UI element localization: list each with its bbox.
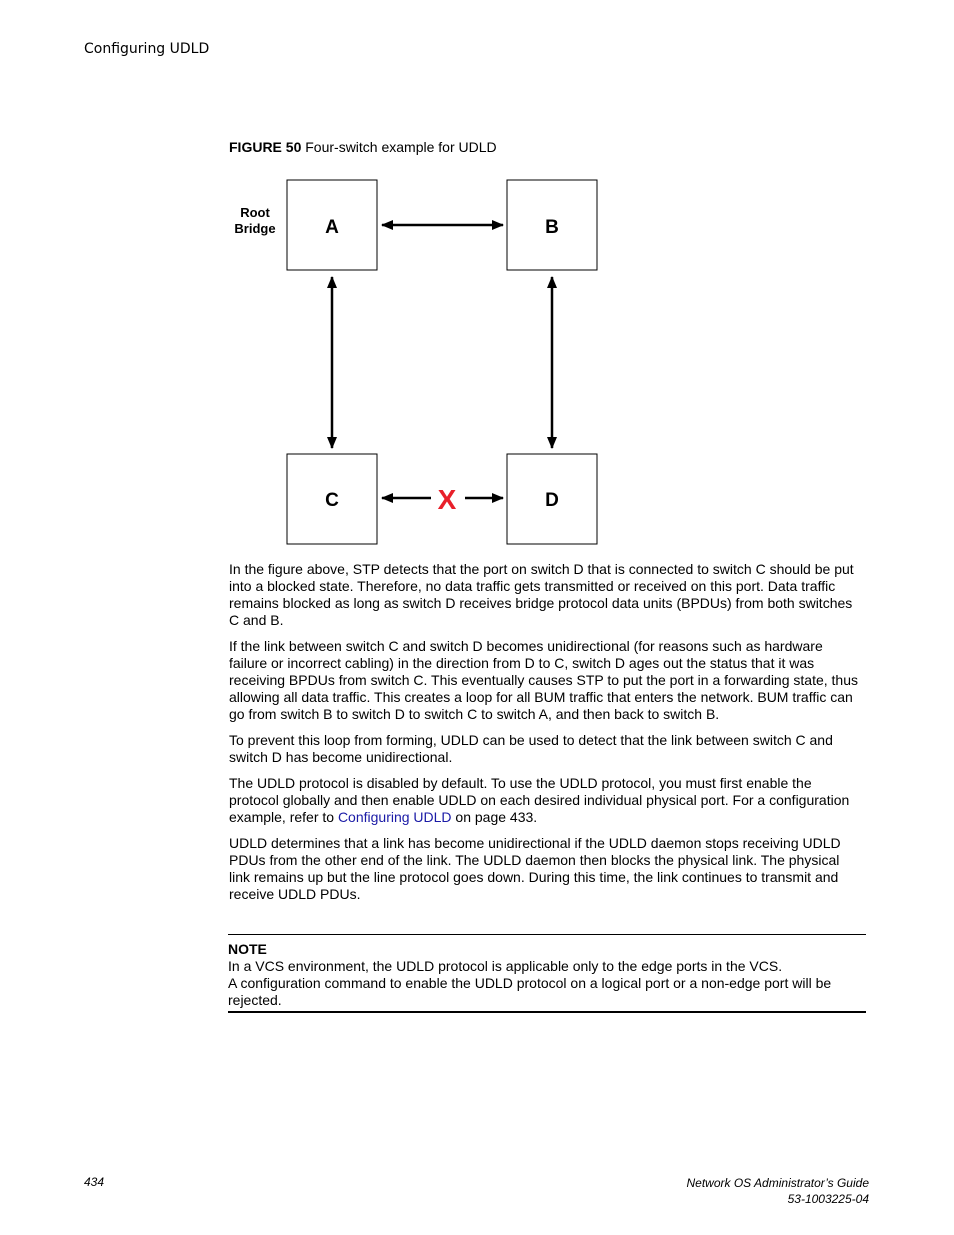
footer-doc-number: 53-1003225-04	[787, 1192, 869, 1206]
paragraph-1: In the figure above, STP detects that the port on switch D that is connected to switch C should be put into a blocked state. Therefore, no data traffic gets transmitted or received on this port. Data traffic remains blocked as long as switch D receives bridge protocol data units (BPDUs) from both switches C and B.	[229, 561, 854, 628]
body-text	[229, 561, 864, 912]
switch-c-label: C	[325, 490, 339, 511]
figure-title: Four-switch example for UDLD	[305, 139, 497, 155]
running-head: Configuring UDLD	[84, 41, 210, 57]
root-bridge-label-line1: Root	[240, 205, 270, 220]
root-bridge-label-line2: Bridge	[234, 221, 276, 236]
footer-title: Network OS Administrator’s Guide	[686, 1176, 869, 1190]
switch-d	[507, 454, 597, 544]
note-line-2: A configuration command to enable the UDLD protocol on a logical port or a non-edge port will be rejected.	[228, 975, 832, 1008]
paragraph-4-page-ref: on page 433.	[451, 809, 538, 825]
figure-number: FIGURE 50	[229, 139, 302, 155]
paragraph-4	[229, 775, 864, 826]
paragraph-2: If the link between switch C and switch D becomes unidirectional (for reasons such as hardware failure or incorrect cabling) in the direction from D to C, switch D ages out the status that it was receiving BPDUs from switch C. This eventually causes STP to put the port in a forwarding state, thus allowing all data traffic. This creates a loop for all BUM traffic that enters the network. BUM traffic can go from switch B to switch D to switch C to switch A, and then back to switch B.	[229, 638, 858, 722]
paragraph-4-text: The UDLD protocol is disabled by default. To use the UDLD protocol, you must first enable the protocol globally and then enable UDLD on each desired individual physical port. For a configuration example, refer to	[229, 775, 850, 825]
switch-d-label: D	[545, 490, 559, 511]
blocked-port-mark: X	[437, 484, 457, 515]
configuring-udld-link[interactable]: Configuring UDLD	[337, 809, 452, 825]
switch-b-label: B	[545, 217, 559, 238]
figure-caption	[229, 139, 497, 155]
switch-c	[287, 454, 377, 544]
page-number: 434	[84, 1175, 105, 1189]
switch-a	[287, 180, 377, 270]
paragraph-5: UDLD determines that a link has become unidirectional if the UDLD daemon stops receiving UDLD PDUs from the other end of the link. The UDLD daemon then blocks the physical link. The physical link remains up but the line protocol goes down. During this time, the link continues to transmit and receive UDLD PDUs.	[229, 835, 841, 902]
switch-b	[507, 180, 597, 270]
paragraph-3: To prevent this loop from forming, UDLD can be used to detect that the link between switch C and switch D has become unidirectional.	[229, 732, 833, 765]
udld-topology-diagram	[225, 172, 605, 550]
footer-doc-info	[686, 1175, 869, 1207]
switch-a-label: A	[325, 217, 339, 238]
note-box	[228, 934, 866, 1013]
note-label: NOTE	[228, 941, 267, 957]
note-line-1: In a VCS environment, the UDLD protocol is applicable only to the edge ports in the VCS.	[228, 958, 783, 974]
